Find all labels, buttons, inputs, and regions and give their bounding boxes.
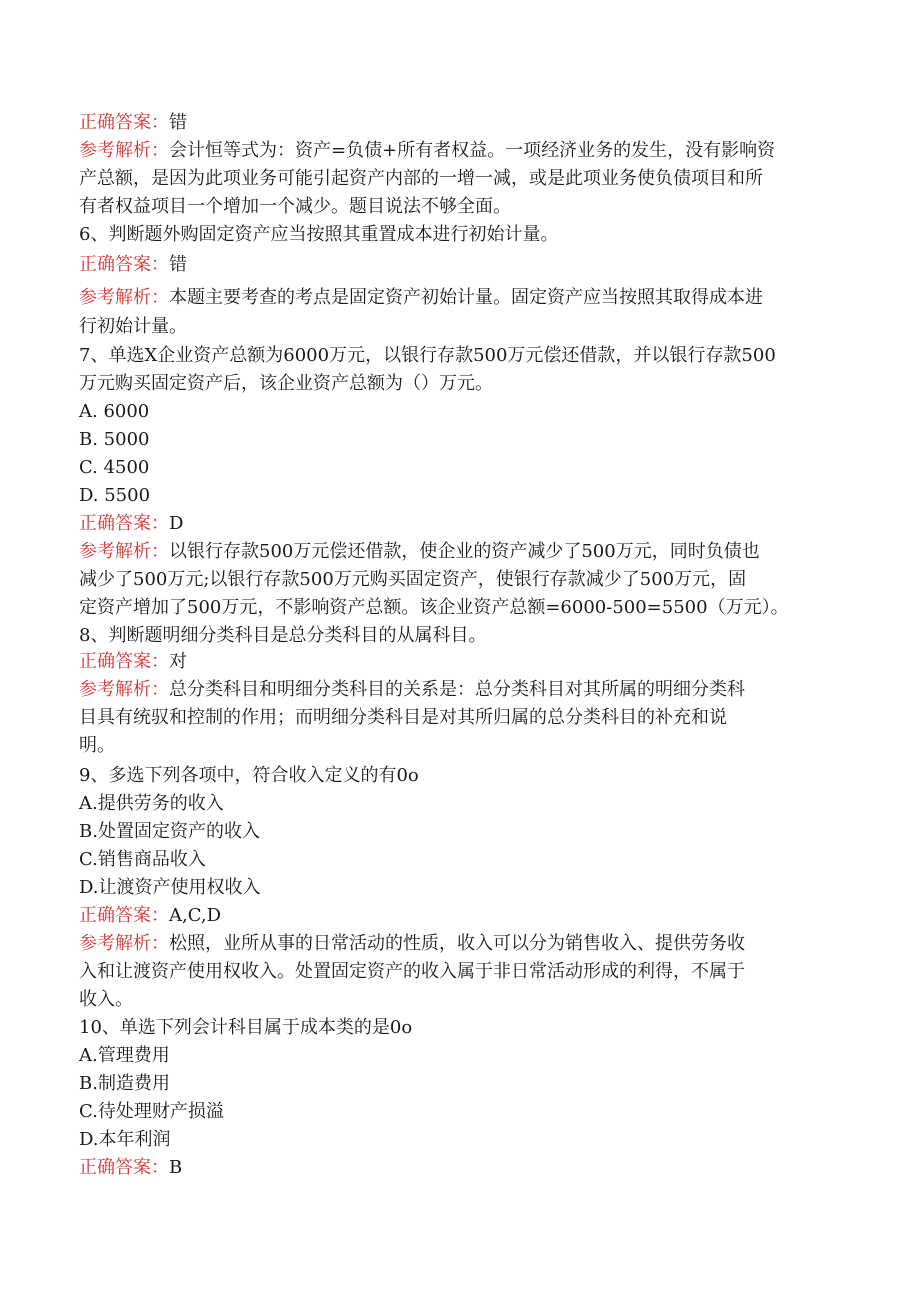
answer-line [79,110,187,136]
question-stem: 10、单选下列会计科目属于成本类的是0o [79,1017,413,1038]
question-stem: 7、单选X企业资产总额为6000万元，以银行存款500万元偿还借款，并以银行存款500 [79,345,776,366]
answer-label: 正确答案： [79,1157,169,1178]
option-item: C.销售商品收入 [79,849,206,870]
analysis-text: 目具有统驭和控制的作用；而明细分类科目是对其所归属的总分类科目的补充和说 [79,707,727,728]
answer-value: 对 [169,651,187,672]
analysis-text: 收入。 [79,989,133,1010]
option-item: B. 5000 [79,429,150,450]
analysis-label: 参考解析： [79,287,169,308]
answer-line [79,1155,182,1181]
answer-value: B [169,1157,183,1178]
option-item: D.本年利润 [79,1129,171,1150]
analysis-label: 参考解析： [79,933,169,954]
question-stem: 8、判断题明细分类科目是总分类科目的从属科目。 [79,625,487,646]
answer-label: 正确答案： [79,254,169,275]
answer-line [79,903,221,929]
answer-value: 错 [169,112,187,133]
option-item: C.待处理财产损溢 [79,1101,224,1122]
analysis-label: 参考解析： [79,541,169,562]
analysis-text: 会计恒等式为：资产=负债+所有者权益。一项经济业务的发生，没有影响资 [169,140,776,161]
answer-line [79,252,187,278]
analysis-line [79,285,763,311]
answer-value: A,C,D [169,905,222,926]
analysis-text: 减少了500万元;以银行存款500万元购买固定资产，使银行存款减少了500万元，固 [79,569,747,590]
question-stem: 9、多选下列各项中，符合收入定义的有0o [79,765,419,786]
option-item: D.让渡资产使用权收入 [79,877,261,898]
option-item: B.处置固定资产的收入 [79,821,260,842]
answer-line [79,511,183,537]
analysis-text: 本题主要考查的考点是固定资产初始计量。固定资产应当按照其取得成本进 [169,287,763,308]
analysis-text: 定资产增加了500万元，不影响资产总额。该企业资产总额=6000-500=5500（万元）。 [79,597,789,618]
analysis-line [79,931,745,957]
answer-label: 正确答案： [79,905,169,926]
analysis-text: 入和让渡资产使用权收入。处置固定资产的收入属于非日常活动形成的利得，不属于 [79,961,745,982]
analysis-label: 参考解析： [79,140,169,161]
option-item: A.提供劳务的收入 [79,793,224,814]
analysis-text: 总分类科目和明细分类科目的关系是：总分类科目对其所属的明细分类科 [169,679,745,700]
option-item: A. 6000 [79,401,150,422]
option-item: D. 5500 [79,485,151,506]
answer-label: 正确答案： [79,112,169,133]
answer-value: 错 [169,254,187,275]
answer-label: 正确答案： [79,651,169,672]
analysis-text: 以银行存款500万元偿还借款，使企业的资产减少了500万元，同时负债也 [169,541,760,562]
analysis-line [79,138,775,164]
analysis-text: 明。 [79,735,115,756]
option-item: B.制造费用 [79,1073,170,1094]
analysis-text: 有者权益项目一个增加一个减少。题目说法不够全面。 [79,196,511,217]
answer-value: D [169,513,184,534]
analysis-label: 参考解析： [79,679,169,700]
option-item: A.管理费用 [79,1045,170,1066]
analysis-line [79,539,760,565]
answer-label: 正确答案： [79,513,169,534]
analysis-text: 行初始计量。 [79,316,187,337]
question-stem: 万元购买固定资产后，该企业资产总额为（）万元。 [79,373,493,394]
analysis-line [79,677,745,703]
analysis-text: 松照，业所从事的日常活动的性质，收入可以分为销售收入、提供劳务收 [169,933,745,954]
analysis-text: 产总额，是因为此项业务可能引起资产内部的一增一减，或是此项业务使负债项目和所 [79,168,763,189]
question-stem: 6、判断题外购固定资产应当按照其重置成本进行初始计量。 [79,224,559,245]
option-item: C. 4500 [79,457,150,478]
answer-line [79,649,187,675]
